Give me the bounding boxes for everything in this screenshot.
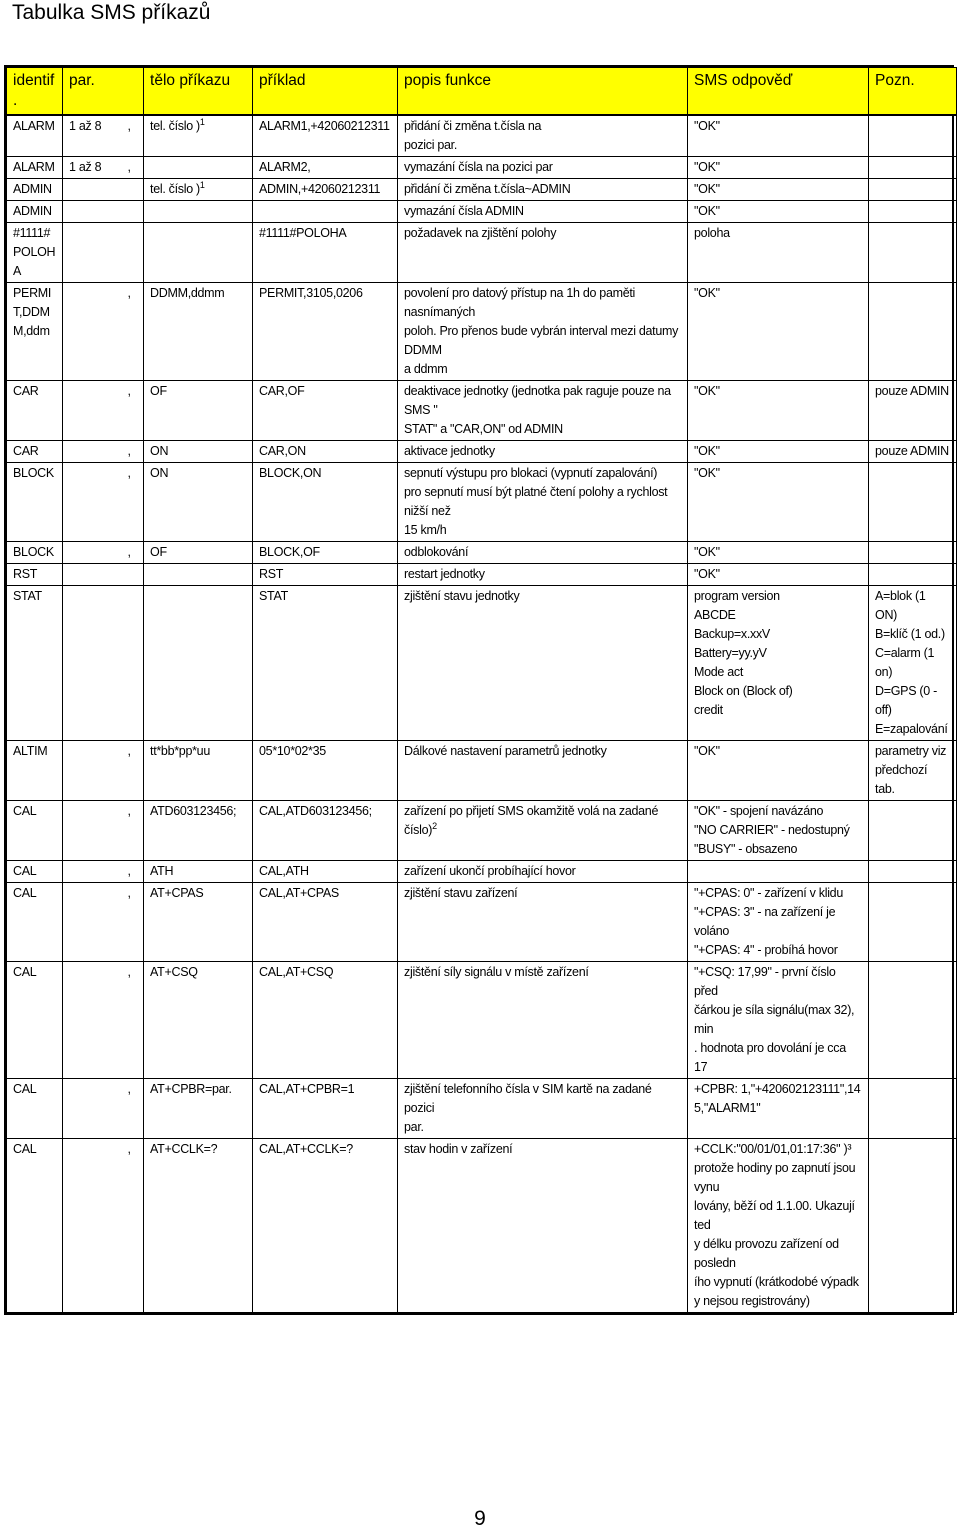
cell-identif-text: CAL <box>13 1142 37 1156</box>
cell-separator-text: , <box>127 119 131 133</box>
cell-priklad-text: STAT <box>259 589 288 603</box>
cell-separator <box>122 441 144 463</box>
cell-par <box>63 564 122 586</box>
cell-popis-funkce-text: přidání či změna t.čísla na pozici par. <box>404 119 542 152</box>
cell-separator-text: , <box>127 160 131 174</box>
cell-sms-odpoved-text: "+CSQ: 17,99" - první číslo před čárkou je síla signálu(max 32), min . hodnota pro dovolání je cca 17 <box>694 965 855 1074</box>
cell-sms-odpoved <box>688 883 869 962</box>
table-row <box>7 283 957 381</box>
cell-popis-funkce-text: zjištění síly signálu v místě zařízení <box>404 965 589 979</box>
table-row <box>7 883 957 962</box>
cell-sms-odpoved <box>688 861 869 883</box>
cell-identif <box>7 463 63 542</box>
cell-popis-funkce <box>398 1139 688 1313</box>
cell-pozn-text: parametry viz předchozí tab. <box>875 744 947 796</box>
cell-sms-odpoved <box>688 564 869 586</box>
cell-separator-text: , <box>127 804 131 818</box>
cell-par-text: 1 až 8 <box>69 160 102 174</box>
cell-pozn <box>869 861 957 883</box>
cell-popis-funkce-text: zjištění telefonního čísla v SIM kartě na zadané pozici par. <box>404 1082 652 1134</box>
table-row <box>7 115 957 157</box>
cell-sms-odpoved-text: "OK" <box>694 384 720 398</box>
cell-pozn <box>869 201 957 223</box>
cell-sms-odpoved <box>688 1139 869 1313</box>
cell-separator-text: , <box>127 1082 131 1096</box>
cell-priklad-text: BLOCK,ON <box>259 466 322 480</box>
cell-par <box>63 801 122 861</box>
cell-telo-prikazu-text: tel. číslo ) <box>150 119 200 133</box>
cell-pozn <box>869 564 957 586</box>
cell-popis-funkce-text: stav hodin v zařízení <box>404 1142 513 1156</box>
cell-telo-prikazu-text: ON <box>150 444 169 458</box>
header-par: par. <box>63 68 144 116</box>
cell-popis-funkce-text: zařízení ukončí probíhající hovor <box>404 864 576 878</box>
cell-priklad-text: CAL,ATD603123456; <box>259 804 372 818</box>
cell-identif-text: ADMIN <box>13 204 52 218</box>
cell-priklad <box>253 441 398 463</box>
cell-priklad-text: PERMIT,3105,0206 <box>259 286 363 300</box>
cell-pozn <box>869 381 957 441</box>
cell-separator <box>122 115 144 157</box>
cell-identif <box>7 115 63 157</box>
cell-popis-funkce-text: sepnutí výstupu pro blokaci (vypnutí zapalování) pro sepnutí musí být platné čtení polohy a rychlost nižší než 15 km/h <box>404 466 668 537</box>
cell-telo-prikazu <box>144 1079 253 1139</box>
cell-sms-odpoved <box>688 801 869 861</box>
cell-priklad <box>253 463 398 542</box>
cell-popis-funkce <box>398 564 688 586</box>
cell-popis-funkce <box>398 201 688 223</box>
cell-identif-text: PERMIT,DDMM,ddm <box>13 286 52 338</box>
cell-telo-prikazu <box>144 463 253 542</box>
cell-sms-odpoved <box>688 115 869 157</box>
cell-identif <box>7 201 63 223</box>
cell-telo-prikazu-text: tt*bb*pp*uu <box>150 744 210 758</box>
table-row <box>7 1079 957 1139</box>
cell-popis-funkce-text: deaktivace jednotky (jednotka pak raguje pouze na SMS " STAT" a "CAR,ON" od ADMIN <box>404 384 671 436</box>
table-row <box>7 223 957 283</box>
cell-separator-text: , <box>127 444 131 458</box>
cell-identif <box>7 179 63 201</box>
cell-priklad <box>253 381 398 441</box>
cell-popis-funkce-text: aktivace jednotky <box>404 444 495 458</box>
cell-pozn <box>869 542 957 564</box>
cell-telo-prikazu <box>144 1139 253 1313</box>
cell-identif <box>7 381 63 441</box>
cell-pozn <box>869 1079 957 1139</box>
header-row <box>7 68 957 116</box>
cell-pozn <box>869 1139 957 1313</box>
table-row <box>7 564 957 586</box>
cell-telo-prikazu-text: ATH <box>150 864 174 878</box>
cell-identif-text: ALARM <box>13 119 55 133</box>
cell-sms-odpoved <box>688 1079 869 1139</box>
table-row <box>7 542 957 564</box>
cell-telo-prikazu-text: OF <box>150 545 167 559</box>
cell-popis-funkce-text: odblokování <box>404 545 469 559</box>
cell-separator <box>122 201 144 223</box>
cell-telo-prikazu-text: AT+CPAS <box>150 886 204 900</box>
cell-popis-funkce <box>398 179 688 201</box>
cell-par-text: 1 až 8 <box>69 119 102 133</box>
table-row <box>7 201 957 223</box>
cell-telo-prikazu <box>144 283 253 381</box>
cell-identif <box>7 1139 63 1313</box>
cell-pozn <box>869 441 957 463</box>
cell-telo-prikazu <box>144 741 253 801</box>
cell-par <box>63 179 122 201</box>
cell-popis-funkce <box>398 741 688 801</box>
cell-telo-prikazu <box>144 542 253 564</box>
cell-separator <box>122 861 144 883</box>
cell-priklad-text: CAL,AT+CCLK=? <box>259 1142 353 1156</box>
header-sms-odpoved: SMS odpověď <box>688 68 869 116</box>
cell-par <box>63 1079 122 1139</box>
cell-popis-funkce <box>398 801 688 861</box>
cell-telo-prikazu-text: AT+CSQ <box>150 965 198 979</box>
cell-popis-funkce <box>398 115 688 157</box>
cell-popis-funkce <box>398 542 688 564</box>
cell-separator <box>122 283 144 381</box>
cell-priklad-text: CAL,ATH <box>259 864 309 878</box>
cell-priklad-text: ADMIN,+42060212311 <box>259 182 381 196</box>
cell-sms-odpoved <box>688 463 869 542</box>
cell-separator <box>122 564 144 586</box>
cell-separator-text: , <box>127 864 131 878</box>
cell-identif <box>7 542 63 564</box>
cell-identif-text: CAL <box>13 864 37 878</box>
cell-priklad-text: RST <box>259 567 284 581</box>
cell-identif-text: ALARM <box>13 160 55 174</box>
cell-par <box>63 201 122 223</box>
cell-telo-prikazu <box>144 801 253 861</box>
table-row <box>7 1139 957 1313</box>
cell-priklad <box>253 962 398 1079</box>
cell-priklad-text: CAL,AT+CSQ <box>259 965 334 979</box>
cell-pozn <box>869 115 957 157</box>
cell-priklad <box>253 223 398 283</box>
cell-popis-funkce <box>398 157 688 179</box>
table-row <box>7 861 957 883</box>
cell-identif-text: CAR <box>13 444 39 458</box>
cell-sms-odpoved <box>688 201 869 223</box>
cell-popis-funkce <box>398 463 688 542</box>
cell-sms-odpoved-text: "OK" - spojení navázáno "NO CARRIER" - nedostupný "BUSY" - obsazeno <box>694 804 850 856</box>
cell-pozn <box>869 179 957 201</box>
cell-separator <box>122 381 144 441</box>
cell-separator <box>122 741 144 801</box>
cell-telo-prikazu <box>144 223 253 283</box>
table-row <box>7 586 957 741</box>
header-priklad: příklad <box>253 68 398 116</box>
cell-separator-text: , <box>127 545 131 559</box>
cell-popis-funkce <box>398 1079 688 1139</box>
cell-separator <box>122 223 144 283</box>
table-row <box>7 179 957 201</box>
cell-telo-prikazu <box>144 564 253 586</box>
cell-priklad-text: 05*10*02*35 <box>259 744 326 758</box>
table-row <box>7 962 957 1079</box>
cell-separator <box>122 1079 144 1139</box>
cell-identif-text: CAL <box>13 804 37 818</box>
table-row <box>7 801 957 861</box>
header-identif: identif. <box>7 68 63 116</box>
cell-separator <box>122 179 144 201</box>
cell-popis-funkce-text: restart jednotky <box>404 567 485 581</box>
cell-popis-funkce <box>398 441 688 463</box>
cell-separator-text: , <box>127 965 131 979</box>
cell-priklad <box>253 861 398 883</box>
cell-telo-prikazu <box>144 586 253 741</box>
cell-identif-text: ALTIM <box>13 744 48 758</box>
cell-sms-odpoved-text: "OK" <box>694 444 720 458</box>
cell-par <box>63 223 122 283</box>
cell-identif <box>7 283 63 381</box>
cell-popis-funkce <box>398 381 688 441</box>
cell-priklad-text: CAR,OF <box>259 384 305 398</box>
cell-telo-prikazu <box>144 157 253 179</box>
cell-priklad <box>253 115 398 157</box>
cell-separator-text: , <box>127 886 131 900</box>
cell-sms-odpoved <box>688 283 869 381</box>
cell-par <box>63 463 122 542</box>
cell-priklad-text: ALARM1,+42060212311 <box>259 119 390 133</box>
cell-popis-funkce-text: vymazání čísla na pozici par <box>404 160 553 174</box>
cell-par <box>63 741 122 801</box>
cell-pozn <box>869 741 957 801</box>
cell-sms-odpoved-text: "+CPAS: 0" - zařízení v klidu "+CPAS: 3" - na zařízení je voláno "+CPAS: 4" - probíhá hovor <box>694 886 843 957</box>
cell-separator <box>122 542 144 564</box>
cell-sms-odpoved <box>688 441 869 463</box>
page-title: Tabulka SMS příkazů <box>12 1 211 24</box>
cell-identif <box>7 883 63 962</box>
cell-telo-prikazu-text: OF <box>150 384 167 398</box>
cell-telo-prikazu <box>144 962 253 1079</box>
cell-par <box>63 1139 122 1313</box>
cell-priklad-text: CAL,AT+CPAS <box>259 886 339 900</box>
cell-sms-odpoved <box>688 962 869 1079</box>
cell-separator <box>122 962 144 1079</box>
cell-pozn-text: pouze ADMIN <box>875 444 949 458</box>
cell-sms-odpoved-text: +CPBR: 1,"+420602123111",14 5,"ALARM1" <box>694 1082 861 1115</box>
cell-popis-funkce <box>398 283 688 381</box>
cell-telo-prikazu-text: AT+CCLK=? <box>150 1142 218 1156</box>
cell-par <box>63 157 122 179</box>
cell-par <box>63 861 122 883</box>
cell-identif-text: RST <box>13 567 38 581</box>
cell-sms-odpoved-text: "OK" <box>694 567 720 581</box>
cell-priklad <box>253 741 398 801</box>
cell-telo-prikazu-text: ATD603123456; <box>150 804 237 818</box>
cell-identif-text: CAL <box>13 886 37 900</box>
cell-par <box>63 586 122 741</box>
cell-pozn <box>869 283 957 381</box>
cell-priklad <box>253 201 398 223</box>
cell-priklad <box>253 564 398 586</box>
cell-sms-odpoved-text: +CCLK:"00/01/01,01:17:36" )³ protože hodiny po zapnutí jsou vynu lovány, běží od 1.1.00. Ukazují ted y délku provozu zařízení od posledn ího vypnutí (krátkodobé výpadk y nejsou registrovány) <box>694 1142 859 1308</box>
cell-pozn-text: A=blok (1 ON) B=klíč (1 od.) C=alarm (1 on) D=GPS (0 -off) E=zapalování <box>875 589 948 736</box>
cell-identif <box>7 801 63 861</box>
footnote-marker: 2 <box>432 820 437 831</box>
cell-separator <box>122 157 144 179</box>
cell-identif-text: CAL <box>13 1082 37 1096</box>
cell-sms-odpoved-text: "OK" <box>694 545 720 559</box>
cell-separator-text: , <box>127 466 131 480</box>
cell-priklad <box>253 883 398 962</box>
cell-identif-text: STAT <box>13 589 42 603</box>
cell-sms-odpoved <box>688 586 869 741</box>
cell-priklad <box>253 179 398 201</box>
cell-sms-odpoved-text: "OK" <box>694 466 720 480</box>
cell-telo-prikazu <box>144 441 253 463</box>
cell-popis-funkce-text: povolení pro datový přístup na 1h do paměti nasnímaných poloh. Pro přenos bude vybrán interval mezi datumy DDMM a ddmm <box>404 286 679 376</box>
cell-sms-odpoved <box>688 542 869 564</box>
cell-popis-funkce-text: zjištění stavu zařízení <box>404 886 518 900</box>
cell-popis-funkce-text: přidání či změna t.čísla~ADMIN <box>404 182 571 196</box>
cell-separator-text: , <box>127 286 131 300</box>
cell-popis-funkce <box>398 962 688 1079</box>
cell-par <box>63 283 122 381</box>
cell-identif <box>7 1079 63 1139</box>
cell-sms-odpoved-text: "OK" <box>694 160 720 174</box>
cell-priklad <box>253 157 398 179</box>
table-row <box>7 381 957 441</box>
cell-pozn <box>869 801 957 861</box>
cell-sms-odpoved-text: poloha <box>694 226 730 240</box>
cell-separator <box>122 801 144 861</box>
cell-identif-text: #1111#POLOHA <box>13 226 56 278</box>
cell-popis-funkce-text: vymazání čísla ADMIN <box>404 204 524 218</box>
cell-telo-prikazu-text: DDMM,ddmm <box>150 286 225 300</box>
cell-sms-odpoved <box>688 179 869 201</box>
cell-priklad-text: BLOCK,OF <box>259 545 320 559</box>
cell-popis-funkce-text: požadavek na zjištění polohy <box>404 226 557 240</box>
cell-pozn <box>869 962 957 1079</box>
cell-identif <box>7 962 63 1079</box>
cell-priklad <box>253 1079 398 1139</box>
header-popis-funkce: popis funkce <box>398 68 688 116</box>
cell-telo-prikazu <box>144 179 253 201</box>
cell-sms-odpoved-text: "OK" <box>694 286 720 300</box>
cell-pozn <box>869 883 957 962</box>
cell-popis-funkce <box>398 861 688 883</box>
cell-sms-odpoved <box>688 223 869 283</box>
cell-priklad-text: ALARM2, <box>259 160 311 174</box>
cell-separator-text: , <box>127 744 131 758</box>
cell-telo-prikazu-text: tel. číslo ) <box>150 182 200 196</box>
table-row <box>7 463 957 542</box>
cell-separator <box>122 1139 144 1313</box>
cell-priklad-text: CAL,AT+CPBR=1 <box>259 1082 355 1096</box>
cell-pozn <box>869 223 957 283</box>
cell-pozn <box>869 463 957 542</box>
cell-popis-funkce <box>398 586 688 741</box>
cell-telo-prikazu <box>144 861 253 883</box>
cell-par <box>63 883 122 962</box>
cell-popis-funkce <box>398 223 688 283</box>
cell-telo-prikazu <box>144 381 253 441</box>
cell-telo-prikazu <box>144 883 253 962</box>
cell-sms-odpoved <box>688 381 869 441</box>
cell-identif-text: CAL <box>13 965 37 979</box>
table-row <box>7 157 957 179</box>
cell-sms-odpoved-text: "OK" <box>694 204 720 218</box>
cell-identif-text: BLOCK <box>13 545 54 559</box>
cell-sms-odpoved <box>688 157 869 179</box>
cell-priklad <box>253 586 398 741</box>
cell-sms-odpoved-text: program version ABCDE Backup=x.xxV Battery=yy.yV Mode act Block on (Block of) credit <box>694 589 793 717</box>
cell-popis-funkce <box>398 883 688 962</box>
cell-identif <box>7 441 63 463</box>
cell-identif <box>7 223 63 283</box>
cell-identif <box>7 741 63 801</box>
sms-commands-table-wrapper <box>4 65 954 1315</box>
cell-separator <box>122 586 144 741</box>
cell-separator-text: , <box>127 384 131 398</box>
cell-pozn <box>869 157 957 179</box>
cell-sms-odpoved-text: "OK" <box>694 182 720 196</box>
table-row <box>7 741 957 801</box>
cell-sms-odpoved <box>688 741 869 801</box>
cell-priklad <box>253 283 398 381</box>
cell-priklad <box>253 801 398 861</box>
sms-commands-table <box>6 67 957 1313</box>
cell-priklad <box>253 542 398 564</box>
cell-separator <box>122 883 144 962</box>
page-number: 9 <box>474 1507 486 1530</box>
header-pozn: Pozn. <box>869 68 957 116</box>
cell-telo-prikazu-text: ON <box>150 466 169 480</box>
cell-identif-text: ADMIN <box>13 182 52 196</box>
header-telo-prikazu: tělo příkazu <box>144 68 253 116</box>
cell-par <box>63 115 122 157</box>
cell-identif <box>7 586 63 741</box>
footnote-marker: 1 <box>199 179 205 190</box>
cell-par <box>63 542 122 564</box>
cell-telo-prikazu <box>144 115 253 157</box>
cell-identif <box>7 157 63 179</box>
table-body <box>7 115 957 1313</box>
cell-identif <box>7 564 63 586</box>
cell-identif-text: BLOCK <box>13 466 54 480</box>
cell-popis-funkce-text: zjištění stavu jednotky <box>404 589 520 603</box>
footnote-marker: 1 <box>199 116 205 127</box>
cell-pozn-text: pouze ADMIN <box>875 384 949 398</box>
cell-popis-funkce-text: Dálkové nastavení parametrů jednotky <box>404 744 607 758</box>
cell-identif-text: CAR <box>13 384 39 398</box>
cell-sms-odpoved-text: "OK" <box>694 744 720 758</box>
cell-par <box>63 381 122 441</box>
cell-priklad-text: #1111#POLOHA <box>259 226 347 240</box>
cell-telo-prikazu-text: AT+CPBR=par. <box>150 1082 232 1096</box>
table-row <box>7 441 957 463</box>
cell-priklad <box>253 1139 398 1313</box>
cell-pozn <box>869 586 957 741</box>
cell-separator <box>122 463 144 542</box>
cell-separator-text: , <box>127 1142 131 1156</box>
cell-priklad-text: CAR,ON <box>259 444 306 458</box>
cell-sms-odpoved-text: "OK" <box>694 119 720 133</box>
cell-identif <box>7 861 63 883</box>
cell-par <box>63 962 122 1079</box>
cell-par <box>63 441 122 463</box>
cell-popis-funkce-text: zařízení po přijetí SMS okamžitě volá na zadané číslo) <box>404 804 659 837</box>
cell-telo-prikazu <box>144 201 253 223</box>
